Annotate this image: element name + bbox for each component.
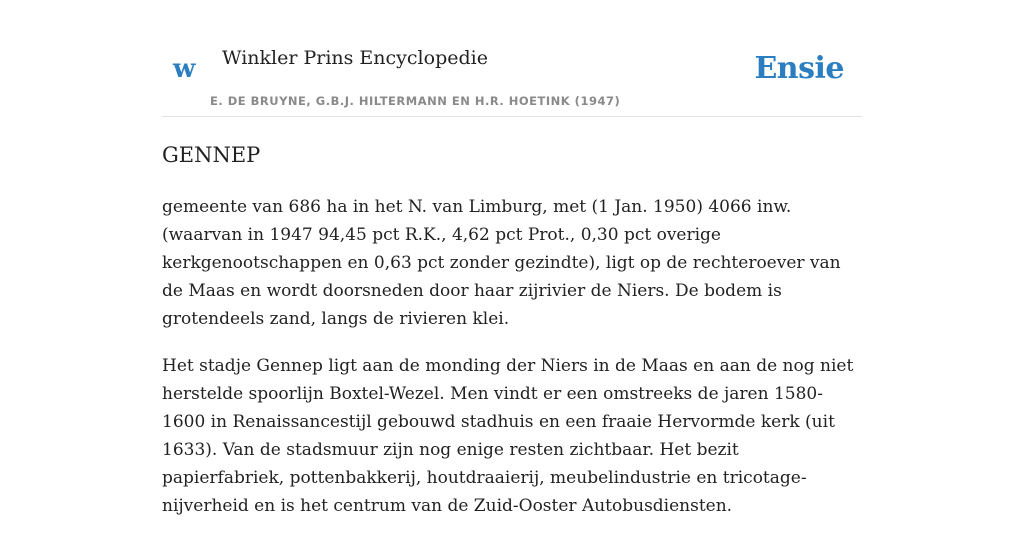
source-logo-icon[interactable]: w <box>173 54 196 84</box>
source-authors: E. DE BRUYNE, G.B.J. HILTERMANN EN H.R. HOETINK (1947) <box>210 94 621 108</box>
ensie-logo[interactable]: Ensie <box>754 51 844 86</box>
source-header <box>162 0 862 117</box>
entry-body <box>162 193 862 539</box>
entry-title: GENNEP <box>162 143 261 167</box>
page <box>162 0 862 516</box>
source-title-link[interactable]: Winkler Prins Encyclopedie <box>222 47 488 69</box>
entry-paragraph: Het stadje Gennep ligt aan de monding der Niers in de Maas en aan de nog niet herstelde spoorlijn Boxtel-Wezel. Men vindt er een omstreeks de jaren 1580-1600 in Renaissancestijl gebouwd stadhuis en een fraaie Hervormde kerk (uit 1633). Van de stadsmuur zijn nog enige resten zichtbaar. Het bezit papierfabriek, pottenbakkerij, houtdraaierij, meubelindustrie en tricotage-nijverheid en is het centrum van de Zuid-Ooster Autobusdiensten. <box>162 356 854 516</box>
entry-paragraph: gemeente van 686 ha in het N. van Limburg, met (1 Jan. 1950) 4066 inw. (waarvan in 1947 94,45 pct R.K., 4,62 pct Prot., 0,30 pct overige kerkgenootschappen en 0,63 pct zonder gezindte), ligt op de rechteroever van de Maas en wordt doorsneden door haar zijrivier de Niers. De bodem is grotendeels zand, langs de rivieren klei. <box>162 197 841 329</box>
